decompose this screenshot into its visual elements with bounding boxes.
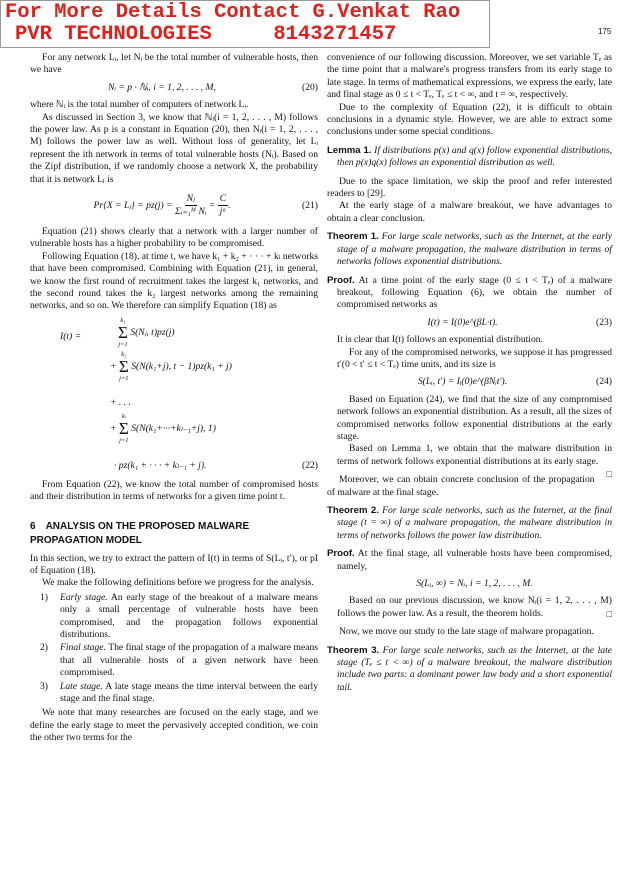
paragraph: Now, we move our study to the late stage of malware propagation. — [339, 626, 594, 638]
paragraph: It is clear that I(t) follows an exponential distribution. — [337, 334, 543, 346]
paragraph: At the early stage of a malware breakout, we have advantages to obtain a clear conclusion. — [327, 200, 612, 224]
paragraph: We note that many researches are focused on the early stage, and we define the early stage to meet the pervasively accepted condition, we coin the other two terms for the — [30, 707, 318, 744]
proof-2: Proof. At the final stage, all vulnerable hosts have been compromised, namely, — [327, 548, 612, 572]
paragraph: For any network Lᵢ, let Nᵢ be the total number of vulnerable hosts, then we have — [30, 52, 318, 76]
paragraph: Due to the space limitation, we skip the proof and refer interested readers to [29]. — [327, 175, 612, 200]
equation-lhs: Pr{X = Lⱼ} = pz(j) = — [93, 200, 173, 212]
equation-20 — [30, 82, 318, 94]
equation-24 — [337, 376, 612, 388]
theorem-1: Theorem 1. For large scale networks, such as the Internet, at the early stage of a malware propagation, the malware distribution in terms of networks follows exponential distributions. — [327, 231, 613, 268]
definition-item: 2) Final stage. The final stage of the propagation of a malware means that all vulnerable hosts of a given network have been compromised. — [40, 642, 318, 679]
banner-line-1: For More Details Contact G.Venkat Rao — [5, 1, 461, 24]
paragraph: From Equation (22), we know the total number of compromised hosts and their distribution in terms of networks for a given time point t. — [30, 478, 318, 503]
paragraph: Equation (21) shows clearly that a network with a larger number of vulnerable hosts has a higher probability to be compromised. — [30, 225, 318, 250]
paragraph: We make the following definitions before we progress for the analysis. — [42, 577, 314, 589]
left-column — [30, 52, 318, 745]
paragraph: Based on Lemma 1, we obtain that the malware distribution in terms of network follows exponential distributions at its early stage. □ — [337, 443, 612, 480]
paragraph: where ℕᵢ is the total number of computers of network Lᵢ. — [30, 99, 249, 111]
equation-number: (21) — [302, 199, 318, 211]
paragraph: For any of the compromised networks, we suppose it has progressed t′(0 < t′ ≤ t < Tₑ) time units, and its size is — [337, 346, 612, 370]
paragraph: Following Equation (18), at time t, we have k₁ + k₂ + · · · + kₗ networks that have been compromised. Combining with Equation (21), in general, we know the first round of recruitment takes the largest k₁ networks, and the second round takes the k₂ largest networks among the remaining networks, and so on. We therefore can simplify Equation (18) as — [30, 250, 318, 312]
equation-body: S(Lᵢ, ∞) = Nᵢ, i = 1, 2, . . . , M. — [416, 578, 533, 590]
equation-number: (23) — [596, 316, 612, 328]
equation-21: Pr{X = Lⱼ} = pz(j) = $\frac{\text{Nⱼ}}{\text{Σᵢ₌₁ᴹ Nᵢ}}$ = $\frac{C}{\text{jᵅ}}$ . (21) — [93, 193, 318, 218]
definition-list — [30, 592, 318, 706]
equation-25 — [327, 578, 612, 590]
theorem-3: Theorem 3. For large scale networks, such as the Internet, at the late stage (Tₑ ≤ t < ∞) of a malware breakout, the malware distribution include two parts: a dominant power law body and a short exponential tail. — [327, 644, 612, 693]
page-number: 175 — [598, 27, 612, 36]
paragraph: Based on our previous discussion, we know Nᵢ(i = 1, 2, . . . , M) follows the power law. As a result, the theorem holds. □ — [337, 595, 612, 619]
definition-item: 1) Early stage. An early stage of the breakout of a malware means only a small percentage of vulnerable hosts have been compromised, and the propagation follows exponential distributions. — [40, 591, 318, 640]
equation-number: (24) — [596, 376, 612, 388]
qed-symbol: □ — [606, 608, 612, 619]
sum-symbol: kₗ Σ j=1 — [118, 412, 129, 444]
paragraph: Due to the complexity of Equation (22), it is difficult to obtain conclusions in a dynamic style. However, we are able to extract some conclusions under some special conditions. — [327, 101, 612, 138]
proof-1: Proof. At a time point of the early stage (0 ≤ t < Tₑ) of a malware breakout, following Equation (6), we obtain the number of compromised networks as — [327, 274, 612, 311]
sum-symbol: k₁ Σ j=1 — [118, 316, 128, 348]
equation-number: (20) — [302, 81, 318, 93]
paragraph: Based on Equation (24), we find that the size of any compromised network follows an exponential distribution. As a result, all the sizes of compromised networks follow exponential distributions at the early stage. — [337, 393, 612, 442]
paragraph: Moreover, we can obtain concrete conclusion of the propagation of malware at the final stage. — [327, 474, 595, 498]
banner-line-2: PVR TECHNOLOGIES 8143271457 — [15, 23, 397, 46]
proof-1-body — [327, 334, 612, 480]
paragraph: In this section, we try to extract the pattern of I(t) in terms of S(Lᵢ, t′), or pI of Equation (18). — [30, 552, 318, 576]
fraction: $\frac{C}{\text{jᵅ}}$ — [219, 193, 227, 218]
sum-symbol: k₂ Σ j=1 — [118, 350, 129, 382]
equation-body: Nᵢ = p · ℕᵢ, i = 1, 2, . . . , M, — [108, 81, 216, 93]
fraction: $\frac{\text{Nⱼ}}{\text{Σᵢ₌₁ᴹ Nᵢ}}$ — [175, 193, 207, 218]
theorem-2: Theorem 2. For large scale networks, such as the Internet, at the final stage (t = ∞) of a malware propagation, the malware distribution in terms of networks follows the power law distribution. — [327, 505, 612, 541]
contact-banner — [0, 0, 490, 48]
lemma-1: Lemma 1. If distributions p(x) and q(x) follow exponential distributions, then p(x)q(x) follows an exponential distribution as well. — [327, 144, 612, 169]
right-column — [327, 52, 612, 698]
definition-item: 3) Late stage. A late stage means the time interval between the early stage and the final stage. — [40, 680, 318, 704]
equation-22: I(t) = k₁ Σ j=1 S(Nⱼ, t)pz(j) + k₂ Σ j=1 S(N(k₁+j), t − 1)pz(k₁ + j) + . . . + kₗ Σ j=1 S(N(k₁+···+kₗ₋₁+j), 1) · pz(k₁ + · · · + kₗ₋₁ + j). (22) — [60, 316, 318, 471]
equation-body: I(t) = I(0)e^(βL·t). — [427, 316, 498, 328]
section-heading: 6 ANALYSIS ON THE PROPOSED MALWARE PROPAGATION MODEL — [30, 520, 250, 546]
paragraph: As discussed in Section 3, we know that ℕᵢ(i = 1, 2, . . . , M) follows the power law. As p is a constant in Equation (20), then Nᵢ(i = 1, 2, . . . , M) follows the power law as well. Without loss of generality, let Lᵢ represent the ith network in terms of total vulnerable hosts (Nᵢ). Based on the Zipf distribution, if we randomly choose a network X, the probability that it is network Lⱼ is — [30, 111, 318, 185]
equation-23 — [327, 317, 612, 329]
equation-number: (22) — [302, 459, 318, 471]
paragraph: convenience of our following discussion. Moreover, we set variable Tₑ as the time point that a malware's progress transfers from its early stage to late stage. In terms of mathematical expressions, we express the early, late and final stage as 0 ≤ t < Tₑ, Tₑ ≤ t < ∞, and t = ∞, respectively. — [327, 52, 612, 101]
qed-symbol: □ — [606, 469, 612, 480]
equation-body: S(Lᵢ, t′) = Iᵢ(0)e^(βNᵢt′). — [417, 376, 508, 388]
